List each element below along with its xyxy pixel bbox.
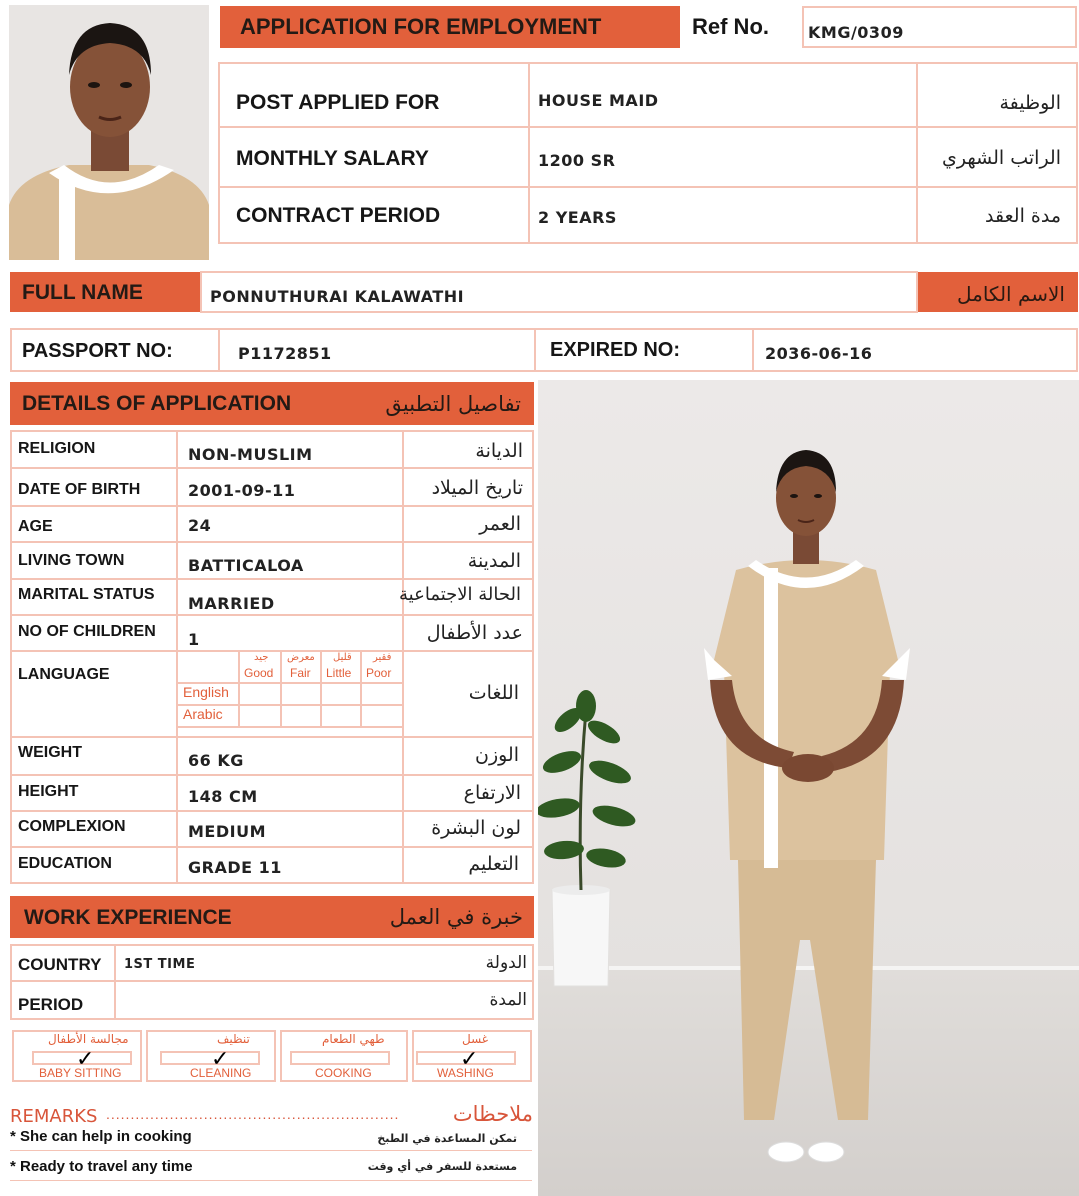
skill-3-label: WASHING	[437, 1066, 494, 1080]
work-title-arabic: خبرة في العمل	[389, 905, 523, 929]
skill-0-ar: مجالسة الأطفال	[48, 1032, 129, 1046]
contract-period-label: CONTRACT PERIOD	[236, 204, 441, 227]
check-icon-washing: ✓	[460, 1047, 479, 1072]
age-label: AGE	[18, 518, 53, 535]
marital-status-label: MARITAL STATUS	[18, 586, 155, 603]
work-title: WORK EXPERIENCE	[24, 906, 232, 929]
skill-2-label: COOKING	[315, 1066, 372, 1080]
level-good-ar: جيد	[254, 652, 269, 663]
country-arabic: الدولة	[485, 953, 527, 973]
post-applied-value: HOUSE MAID	[538, 91, 659, 110]
weight-label: WEIGHT	[18, 744, 82, 761]
monthly-salary-arabic: الراتب الشهري	[942, 147, 1061, 169]
complexion-value: MEDIUM	[188, 822, 266, 841]
level-poor-ar: فقير	[373, 652, 392, 663]
children-arabic: عدد الأطفال	[426, 622, 523, 644]
contract-period-arabic: مدة العقد	[985, 205, 1061, 227]
monthly-salary-label: MONTHLY SALARY	[236, 147, 429, 170]
education-label: EDUCATION	[18, 855, 112, 872]
remarks-label: REMARKS	[10, 1106, 98, 1127]
height-arabic: الارتفاع	[463, 782, 521, 804]
passport-label: PASSPORT NO:	[22, 340, 173, 362]
country-value: 1ST TIME	[124, 957, 196, 972]
living-town-arabic: المدينة	[467, 550, 521, 572]
details-title-arabic: تفاصيل التطبيق	[385, 392, 521, 416]
language-arabic-name: Arabic	[183, 706, 223, 722]
portrait-photo	[9, 5, 209, 260]
check-icon-cleaning: ✓	[211, 1047, 230, 1072]
level-fair: Fair	[290, 666, 311, 680]
full-name-label: FULL NAME	[22, 281, 143, 304]
level-fair-ar: معرض	[287, 652, 315, 663]
religion-value: NON-MUSLIM	[188, 445, 313, 464]
skill-1-ar: تنظيف	[217, 1032, 250, 1046]
level-little-ar: قليل	[333, 652, 352, 663]
level-good: Good	[244, 666, 274, 680]
country-label: COUNTRY	[18, 955, 102, 974]
skill-1-label: CLEANING	[190, 1066, 252, 1080]
period-arabic: المدة	[489, 990, 527, 1010]
education-value: GRADE 11	[188, 858, 282, 877]
remark-1-arabic: تمكن المساعدة في الطبخ	[377, 1132, 517, 1145]
language-arabic: اللغات	[468, 682, 519, 704]
skill-2-ar: طهي الطعام	[322, 1032, 385, 1046]
ref-value: KMG/0309	[808, 23, 904, 42]
expired-value: 2036-06-16	[765, 344, 873, 363]
complexion-arabic: لون البشرة	[431, 817, 521, 839]
language-english: English	[183, 684, 229, 700]
height-value: 148 CM	[188, 787, 258, 806]
ref-label: Ref No.	[692, 14, 769, 39]
post-applied-label: POST APPLIED FOR	[236, 91, 440, 114]
remark-2-arabic: مستعدة للسفر في أي وقت	[367, 1160, 517, 1173]
age-value: 24	[188, 516, 212, 535]
full-name-arabic: الاسم الكامل	[956, 282, 1065, 306]
religion-arabic: الديانة	[475, 440, 523, 462]
dob-arabic: تاريخ الميلاد	[431, 477, 523, 499]
remarks-dots: ............................................................	[106, 1106, 400, 1122]
age-arabic: العمر	[479, 513, 521, 535]
contract-period-value: 2 YEARS	[538, 208, 617, 227]
religion-label: RELIGION	[18, 440, 96, 457]
complexion-label: COMPLEXION	[18, 818, 126, 835]
remark-1: * She can help in cooking	[10, 1128, 192, 1145]
children-value: 1	[188, 630, 200, 649]
weight-arabic: الوزن	[474, 744, 519, 766]
skill-0-label: BABY SITTING	[39, 1066, 122, 1080]
full-body-photo	[538, 380, 1079, 1196]
check-icon-baby-sitting: ✓	[76, 1047, 95, 1072]
period-label: PERIOD	[18, 995, 84, 1014]
dob-label: DATE OF BIRTH	[18, 481, 141, 498]
details-title: DETAILS OF APPLICATION	[22, 392, 292, 415]
full-name-value: PONNUTHURAI KALAWATHI	[210, 287, 465, 306]
dob-value: 2001-09-11	[188, 481, 296, 500]
monthly-salary-value: 1200 SR	[538, 151, 616, 170]
remarks-arabic: ملاحظات	[452, 1102, 533, 1126]
marital-status-arabic: الحالة الاجتماعية	[399, 584, 521, 605]
weight-value: 66 KG	[188, 751, 244, 770]
height-label: HEIGHT	[18, 783, 79, 800]
expired-label: EXPIRED NO:	[550, 339, 681, 361]
education-arabic: التعليم	[468, 853, 519, 875]
level-little: Little	[326, 666, 352, 680]
children-label: NO OF CHILDREN	[18, 623, 156, 640]
living-town-label: LIVING TOWN	[18, 552, 125, 569]
page-title: APPLICATION FOR EMPLOYMENT	[240, 14, 602, 39]
marital-status-value: MARRIED	[188, 594, 275, 613]
skill-3-ar: غسل	[462, 1032, 489, 1046]
remark-2: * Ready to travel any time	[10, 1158, 193, 1175]
level-poor: Poor	[366, 666, 392, 680]
passport-value: P1172851	[238, 344, 332, 363]
living-town-value: BATTICALOA	[188, 556, 304, 575]
post-applied-arabic: الوظيفة	[999, 92, 1061, 114]
language-label: LANGUAGE	[18, 666, 110, 683]
